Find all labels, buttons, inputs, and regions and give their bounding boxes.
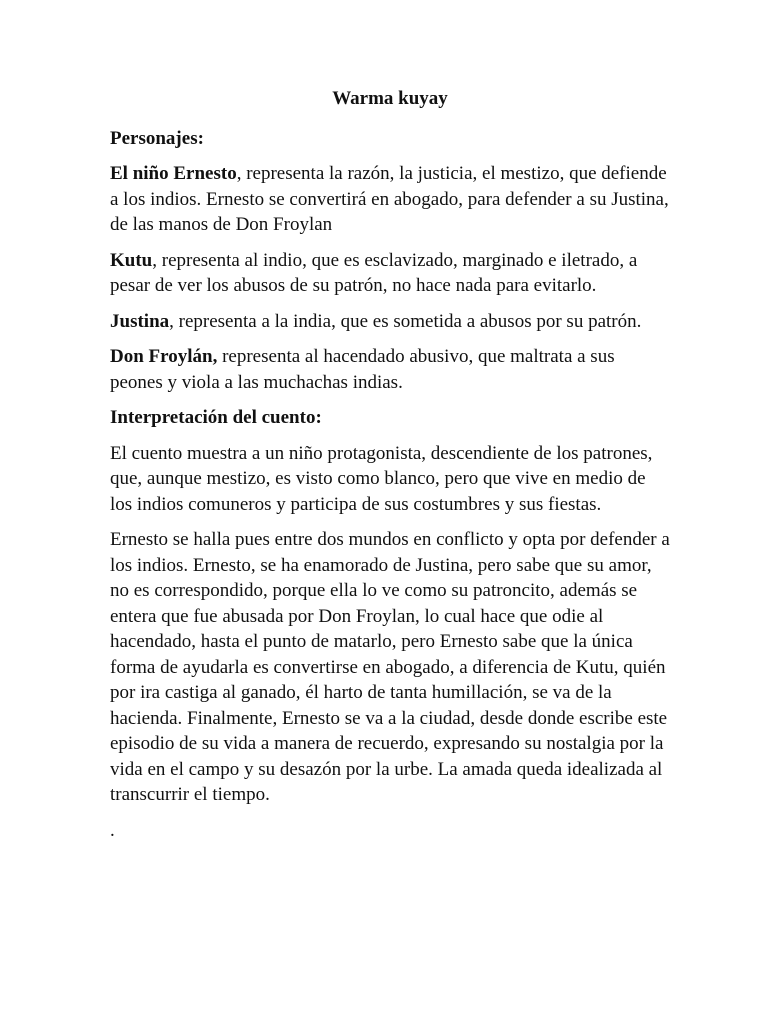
character-description: , representa al indio, que es esclavizado, marginado e iletrado, a pesar de ver los abusos de su patrón, no hace nada para evitarlo. [110, 249, 638, 296]
character-name: Kutu [110, 249, 153, 271]
characters-heading: Personajes: [110, 127, 204, 149]
character-paragraph-justina [110, 309, 670, 335]
character-paragraph-kutu [110, 248, 670, 299]
document-page [110, 86, 670, 843]
interpretation-paragraph: Ernesto se halla pues entre dos mundos en conflicto y opta por defender a los indios. Ernesto, se ha enamorado de Justina, pero sabe que su amor, no es correspondido, porque ella lo ve como su patroncito, además se entera que fue abusada por Don Froylan, lo cual hace que odie al hacendado, hasta el punto de matarlo, pero Ernesto sabe que la única forma de ayudarla es convertirse en abogado, a diferencia de Kutu, quién por ira castiga al ganado, él harto de tanta humillación, se va de la hacienda. Finalmente, Ernesto se va a la ciudad, desde donde escribe este episodio de su vida a manera de recuerdo, expresando su nostalgia por la vida en el campo y su desazón por la urbe. La amada queda idealizada al transcurrir el tiempo. [110, 529, 670, 805]
interpretation-paragraph: El cuento muestra a un niño protagonista, descendiente de los patrones, que, aunque mestizo, es visto como blanco, pero que vive en medio de los indios comuneros y participa de sus costumbres y sus fiestas. [110, 442, 653, 515]
character-description: , representa la razón, la justicia, el mestizo, que defiende a los indios. Ernesto se convertirá en abogado, para defender a su Justina, de las manos de Don Froylan [110, 163, 669, 235]
character-name: Don Froylán, [110, 346, 218, 367]
character-paragraph-don-froylan [110, 344, 670, 395]
character-description: , representa a la india, que es sometida a abusos por su patrón. [169, 310, 642, 332]
interpretation-heading: Interpretación del cuento: [110, 407, 322, 428]
character-paragraph-ernesto [110, 161, 670, 238]
character-description: representa al hacendado abusivo, que maltrata a sus peones y viola a las muchachas indias. [110, 346, 615, 393]
document-title: Warma kuyay [332, 88, 448, 109]
trailing-mark: . [110, 819, 115, 841]
character-name: Justina [110, 310, 170, 332]
character-name: El niño Ernesto [110, 163, 237, 184]
